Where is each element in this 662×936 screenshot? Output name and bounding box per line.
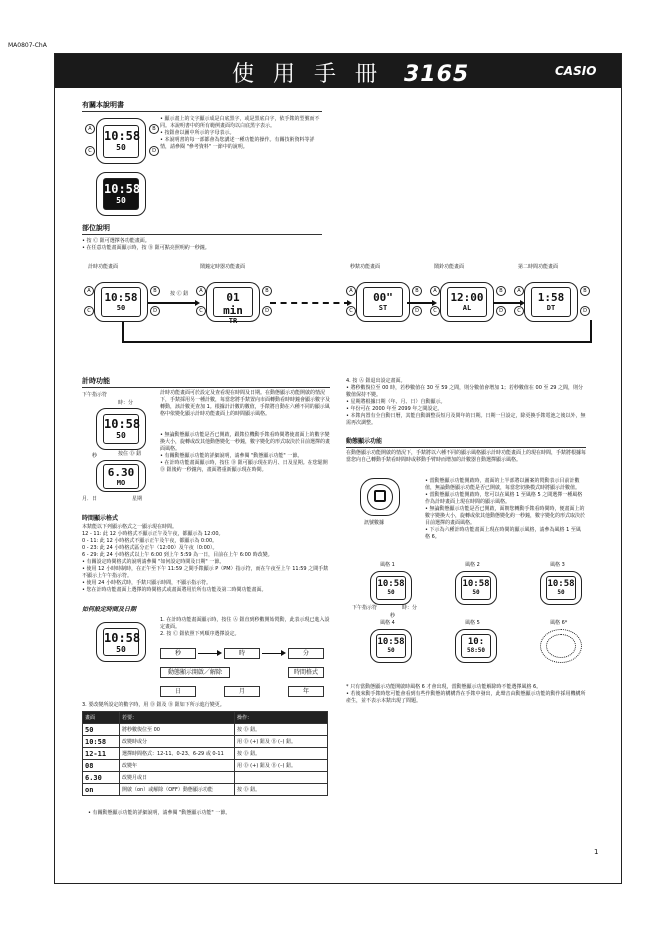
label-hold-d: 按住 Ⓓ 鈕: [118, 451, 142, 457]
about-bullet-2: • 按鈕會以圖中所示的字母表示。: [160, 130, 235, 136]
style-label: 風格 5: [465, 620, 480, 626]
page-number: 1: [594, 848, 599, 856]
mode-lcd-main: 01 min: [223, 291, 243, 317]
section-rule-timekeeping: [82, 387, 330, 388]
style-watch: [540, 571, 582, 605]
mode-watch: [206, 282, 260, 325]
button-c: C: [84, 306, 94, 316]
button-c: C: [430, 306, 440, 316]
button-c: C: [514, 306, 524, 316]
setting-lcd-seconds: 50: [116, 645, 126, 654]
mode-label: 鬧鐘定時器功能畫面: [200, 264, 246, 270]
table-cell-op: [235, 772, 328, 784]
return-line-left: [122, 322, 124, 342]
style-label: 風格 6*: [550, 620, 568, 626]
button-d: D: [150, 306, 160, 316]
button-d: D: [580, 306, 590, 316]
lcd-time-dark: 10:58: [104, 182, 141, 196]
dynamic-intro: 在動態顯示功能開啟的情況下，手錶將以六種不同的顯示風格顯示計時功能畫面上的現在時間，手錶將根據每當您向自己轉動手錶看時間時或移動手臂時而增加的計數器自動選擇顯示風格。: [346, 450, 587, 463]
style-label-sec: 秒: [390, 613, 396, 619]
table-cell-screen: 6.30: [83, 772, 120, 784]
weekday-lcd: MO: [116, 479, 126, 487]
style-lcd-sub: 50: [387, 589, 395, 596]
right-bullet: • 本錶內置有全自動日曆，其能自動調整長短月及閏年的日期。日期一旦設定，除更換手錶電池之後以外，無需再次調整。: [346, 413, 586, 426]
section-heading-guide: 部位說明: [82, 224, 110, 232]
style-lcd-main: 10:58: [462, 579, 490, 589]
mode-lcd-sub: 50: [116, 304, 126, 312]
format-line: 0 - 11: 此 12 小時格式不顯示正午及午夜，都顯示為 0:00。: [82, 538, 218, 544]
style-label-pm: 下午指示符: [352, 605, 378, 611]
label-weekday: 星期: [132, 496, 143, 502]
timekeeping-watch: [96, 408, 146, 450]
button-a: A: [514, 286, 524, 296]
format-heading: 時間顯示格式: [82, 515, 119, 522]
mode-arrow-3: [407, 302, 435, 304]
tk-bullet-2: • 有關動態顯示功能的詳細說明，請參閱 "動態顯示功能" 一節。: [160, 453, 303, 459]
flow-minute: 分: [288, 648, 324, 659]
about-bullet-1: • 顯示畫上的文字顯示成是白底黑字，或是黑底白字，依手錶的型號而不同。本說明書中的所有範例畫面均以白底黑字表示。: [160, 116, 320, 129]
return-line-bottom: [122, 341, 592, 343]
tk-bullet-3: • 在計時功能畫面顯示時，按住 Ⓓ 鈕可顯示現在的月、日及星期。在您鬆開 Ⓓ 鈕後約一秒鐘內，畫面將重新顯示現在時間。: [160, 460, 328, 473]
guide-bullets: [82, 238, 342, 252]
dynamic-bullet: • 當動態顯示功能開啟時，畫面的上半部將以圖案的閃動表示目前計數值，無論動態顯示功能是否已開啟，每當您切換模式時將顯示計數值。: [425, 478, 581, 491]
setting-step-1: 1. 在計時功能畫面顯示時，按住 Ⓐ 鈕直到秒數開始閃動，此表示現已進入設定畫面。: [160, 617, 330, 630]
style-watch: [540, 629, 582, 663]
format-line: • 使用 12 小時時制時，在正午至下午 11:59 之間手錶顯示 P（PM）指示符，而在午夜至上午 11:59 之間手錶不顯示上午午指示符。: [82, 566, 329, 579]
mode-lcd-sub: AL: [462, 304, 472, 312]
lcd-seconds: 50: [116, 143, 126, 152]
mode-lcd-sub: ST: [378, 304, 388, 312]
flow-month: 月: [224, 686, 260, 697]
style-watch: [370, 571, 412, 605]
button-c: C: [196, 306, 206, 316]
table-header-operation: 操作：: [235, 712, 328, 724]
table-cell-op: 按 Ⓓ 鈕。: [235, 784, 328, 796]
format-line: • 使用 24 小時格式時，手錶只顯示時間，不顯示指示符。: [82, 580, 212, 586]
style-lcd-sub: 58:50: [466, 647, 486, 654]
mode-arrow-4: [493, 302, 523, 304]
format-line: 本錶能以下列顯示格式之一顯示現在時間。: [82, 524, 178, 530]
table-row: [83, 736, 328, 748]
style-lcd-main: 10:58: [377, 579, 405, 589]
mode-lcd-sub: DT: [546, 304, 556, 312]
button-d: D: [262, 306, 272, 316]
style-lcd-sub: 50: [387, 647, 395, 654]
button-a: A: [346, 286, 356, 296]
dynamic-heading: 動態顯示功能: [346, 438, 383, 445]
timekeeping-intro: 計時功能畫面可於設定及查看現在時間及日期。在動態顯示功能開啟的情況下，手錶採用另一種計數，每當您將手錶置向市面轉動看時時鐘會顯示數字及轉動，該計數更查加 1。根據計計數的數值，手錶將自動在六種不同的顯示風格中依變化顯示計時功能畫面上的時間顯示風格。: [160, 390, 331, 417]
timekeeping-bullets: [160, 432, 330, 474]
table-cell-action: 開啟（on）或解除（OFF）動態顯示功能: [120, 784, 235, 796]
button-c: C: [85, 146, 95, 156]
mode-lcd-main: 1:58: [537, 291, 565, 304]
style-lcd-main: 10:: [467, 637, 485, 647]
format-line: 0 - 23: 此 24 小時格式區分正午（12:00）及午夜（0:00）。: [82, 545, 218, 551]
setting-lcd-time: 10:58: [104, 631, 141, 645]
document-code: MA0807-ChA: [8, 42, 47, 49]
label-pm-indicator: 下午指示符: [82, 392, 108, 398]
right-bullet: • 星期將根據日期（年、月、日）自動顯示。: [346, 399, 446, 405]
flow-hour: 時: [224, 648, 260, 659]
page-title: [232, 57, 469, 88]
button-b: B: [149, 124, 159, 134]
timekeeping-footnote: • 有關動態顯示功能的詳細說明，請參閱 "動態顯示功能" 一節。: [88, 810, 231, 816]
button-d: D: [496, 306, 506, 316]
mode-watch: [524, 282, 578, 322]
dynamic-count-label: 訊號數據: [364, 520, 385, 526]
flow-arrow: [262, 653, 284, 654]
right-bullets: [346, 378, 586, 427]
table-row: [83, 724, 328, 736]
table-cell-action: 改變月或日: [120, 772, 235, 784]
mode-watch: [356, 282, 410, 322]
style-lcd-main: 10:58: [377, 637, 405, 647]
table-header-action: 若要：: [120, 712, 235, 724]
dynamic-rule: [346, 447, 586, 448]
section-rule-about: [82, 111, 322, 112]
dynamic-watch: [360, 478, 400, 516]
dynamic-pattern-icon: [374, 490, 386, 502]
label-month-day: 月．日: [82, 496, 98, 502]
watch-illustration-dark: [96, 172, 146, 216]
flow-seconds: 秒: [160, 648, 196, 659]
right-notes: [346, 684, 590, 705]
table-cell-action: 改變時或分: [120, 736, 235, 748]
setting-step-2: 2. 按 Ⓒ 鈕依照下列順序選擇設定。: [160, 631, 240, 637]
style-label: 風格 2: [465, 562, 480, 568]
flow-dynamic: 動態顯示開啟／解除: [160, 667, 230, 678]
style-watch: [455, 629, 497, 663]
dynamic-bullets: [425, 478, 585, 541]
button-a: A: [84, 286, 94, 296]
setting-watch: [96, 622, 146, 662]
about-bullets: [160, 116, 320, 151]
format-line: • 您在計時功能畫面上選擇的時間格式或畫面將用於所有功能及第二時間功能畫面。: [82, 587, 267, 593]
right-note: * 只有當動態顯示功能開啟時風格 6 才會出現，當動態顯示功能解除時不能選擇風格 6。: [346, 684, 542, 690]
button-a: A: [85, 124, 95, 134]
table-cell-op: 按 Ⓓ 鈕。: [235, 748, 328, 760]
mode-lcd-sub: TR: [228, 317, 238, 325]
mode-label: 鬧鈴功能畫面: [434, 264, 465, 270]
table-row: [83, 784, 328, 796]
mode-label: 計時功能畫面: [88, 264, 119, 270]
lcd-seconds-dark: 50: [116, 196, 126, 205]
table-cell-action: 改變年: [120, 760, 235, 772]
dynamic-bullet: • 無論動態顯示功能是否已開啟，面朝您轉動手錶看時間時，便畫面上的數字變換大小，旋轉或依其他動態變化約一秒鐘，數字變化的形式取決於目前選擇的畫面風格。: [425, 506, 586, 526]
mode-label: 秒錶功能畫面: [350, 264, 381, 270]
mode-arrow-1: [148, 302, 198, 304]
dynamic-bullet: • 下示為六種計時功能畫面上現在時間的顯示風格，請參為風格 1 至風格 6。: [425, 527, 581, 540]
format-line: 6 - 29: 此 24 小時格式以上午 6:00 到上午 5:59 為一日，目前在上午 6:00 時改變。: [82, 552, 273, 558]
button-b: B: [262, 286, 272, 296]
setting-heading: 如何設定時間及日期: [82, 606, 137, 613]
flow-format: 時間格式: [288, 667, 324, 678]
press-c-label: 按 Ⓒ 鈕: [170, 291, 189, 297]
tk-bullet-1: • 無論動態顯示功能是否已開啟，跟錶位機動手錶看時間將使畫面上的數字變換大小，旋轉或改其他動態變化一秒鐘，數字變化的形式取決於目前選擇的畫面風格。: [160, 432, 331, 452]
style-lcd-main: 10:58: [547, 579, 575, 589]
style-lcd-sub: 50: [472, 589, 480, 596]
date-lcd: 6.30: [107, 466, 135, 479]
table-cell-screen: on: [83, 784, 120, 796]
label-hour-minute: 時：分: [118, 400, 134, 406]
guide-bullet-2: • 在任意功能畫面顯示時，按 Ⓑ 鈕可點亮照明約一秒鐘。: [82, 245, 210, 251]
flow-arrow: [198, 653, 220, 654]
button-d: D: [149, 146, 159, 156]
title-text: 使 用 手 冊: [232, 62, 383, 87]
flow-year: 年: [288, 686, 324, 697]
table-row: [83, 748, 328, 760]
mode-label: 第二時間功能畫面: [518, 264, 559, 270]
setting-steps: [160, 617, 330, 638]
table-cell-action: 選擇時間格式：12-11、0-23、6-29 或 0-11: [120, 748, 235, 760]
right-bullet: 4. 按 Ⓐ 鈕退出設定畫面。: [346, 378, 406, 384]
label-seconds: 秒: [92, 453, 98, 459]
mode-lcd-main: 12:00: [450, 291, 484, 304]
table-cell-action: 將秒數復位至 00: [120, 724, 235, 736]
button-a: A: [430, 286, 440, 296]
button-b: B: [412, 286, 422, 296]
table-cell-op: 用 Ⓓ (+) 鈕及 Ⓑ (–) 鈕。: [235, 760, 328, 772]
style-watch: [455, 571, 497, 605]
format-line: • 有關設定時間格式的說明請參閱 "如何設定時間及日期" 一節。: [82, 559, 225, 565]
style-lcd-sub: 50: [557, 589, 565, 596]
date-watch: [96, 460, 146, 492]
button-b: B: [580, 286, 590, 296]
button-c: C: [346, 306, 356, 316]
brand-logo: CASIO: [555, 64, 597, 78]
section-heading-timekeeping: 計時功能: [82, 377, 110, 385]
about-bullet-3: • 本說明書的每一部都會為您講述一種功能的操作。有關技術資料等詳情，請參閱 "參考資料" 一節中的說明。: [160, 137, 315, 150]
right-bullet: • 年份可在 2000 年至 2099 年之間設定。: [346, 406, 443, 412]
table-cell-op: 用 Ⓓ (+) 鈕及 Ⓑ (–) 鈕。: [235, 736, 328, 748]
settings-table: [82, 711, 328, 796]
button-b: B: [150, 286, 160, 296]
table-cell-op: 按 Ⓓ 鈕。: [235, 724, 328, 736]
button-a: A: [196, 286, 206, 296]
dynamic-bullet: • 當動態顯示功能開啟時，您可以在風格 1 至風格 5 之間選擇一種風格作為計時畫面上現在時間的顯示風格。: [425, 492, 583, 505]
table-cell-screen: 12-11: [83, 748, 120, 760]
section-heading-about: 有關本說明書: [82, 101, 124, 109]
style-label: 風格 4: [380, 620, 395, 626]
table-cell-screen: 50: [83, 724, 120, 736]
flow-day: 日: [160, 686, 196, 697]
tk-lcd-seconds: 50: [116, 431, 126, 440]
return-line-right: [590, 320, 592, 342]
mode-arrow-2: [270, 302, 350, 304]
button-d: D: [412, 306, 422, 316]
watch-illustration-light: [96, 118, 146, 164]
model-number: 3165: [403, 62, 470, 87]
section-rule-guide: [82, 234, 322, 235]
style-label: 風格 3: [550, 562, 565, 568]
table-row: [83, 760, 328, 772]
mode-watch: [94, 282, 148, 322]
format-lines: [82, 524, 332, 594]
right-note: • 若後來動手錶時您可能會看到有些作動態的構構背在手錶中發出，此聲音由動態顯示功能的動作採用機構所產生，並不表示本錶出現了問題。: [346, 691, 586, 704]
right-bullet: • 將秒數復位至 00 時，若秒數值在 30 至 59 之間，則分數值會增加 1；若秒數值在 00 至 29 之間，則分數值保持不變。: [346, 385, 584, 398]
table-cell-screen: 08: [83, 760, 120, 772]
style-watch: [370, 629, 412, 663]
mode-watch: [440, 282, 494, 322]
style-label-hm: 時：分: [402, 605, 418, 611]
table-cell-screen: 10:58: [83, 736, 120, 748]
table-header-screen: 畫面: [83, 712, 120, 724]
button-b: B: [496, 286, 506, 296]
lcd-time: 10:58: [104, 129, 141, 143]
mode-lcd-main: 10:58: [104, 291, 138, 304]
tk-lcd-time: 10:58: [104, 417, 141, 431]
mode-lcd-main: 00": [373, 291, 393, 304]
step-3: 3. 要改變所設定的數字時，用 Ⓓ 鈕及 Ⓑ 鈕如下所示進行變更。: [82, 702, 225, 708]
style-label: 風格 1: [380, 562, 395, 568]
table-row: [83, 772, 328, 784]
format-line: 12 - 11: 此 12 小時格式不顯示正午及午夜，都顯示為 12:00。: [82, 531, 224, 537]
guide-bullet-1: • 按 Ⓒ 鈕可選擇各功能畫面。: [82, 238, 150, 244]
